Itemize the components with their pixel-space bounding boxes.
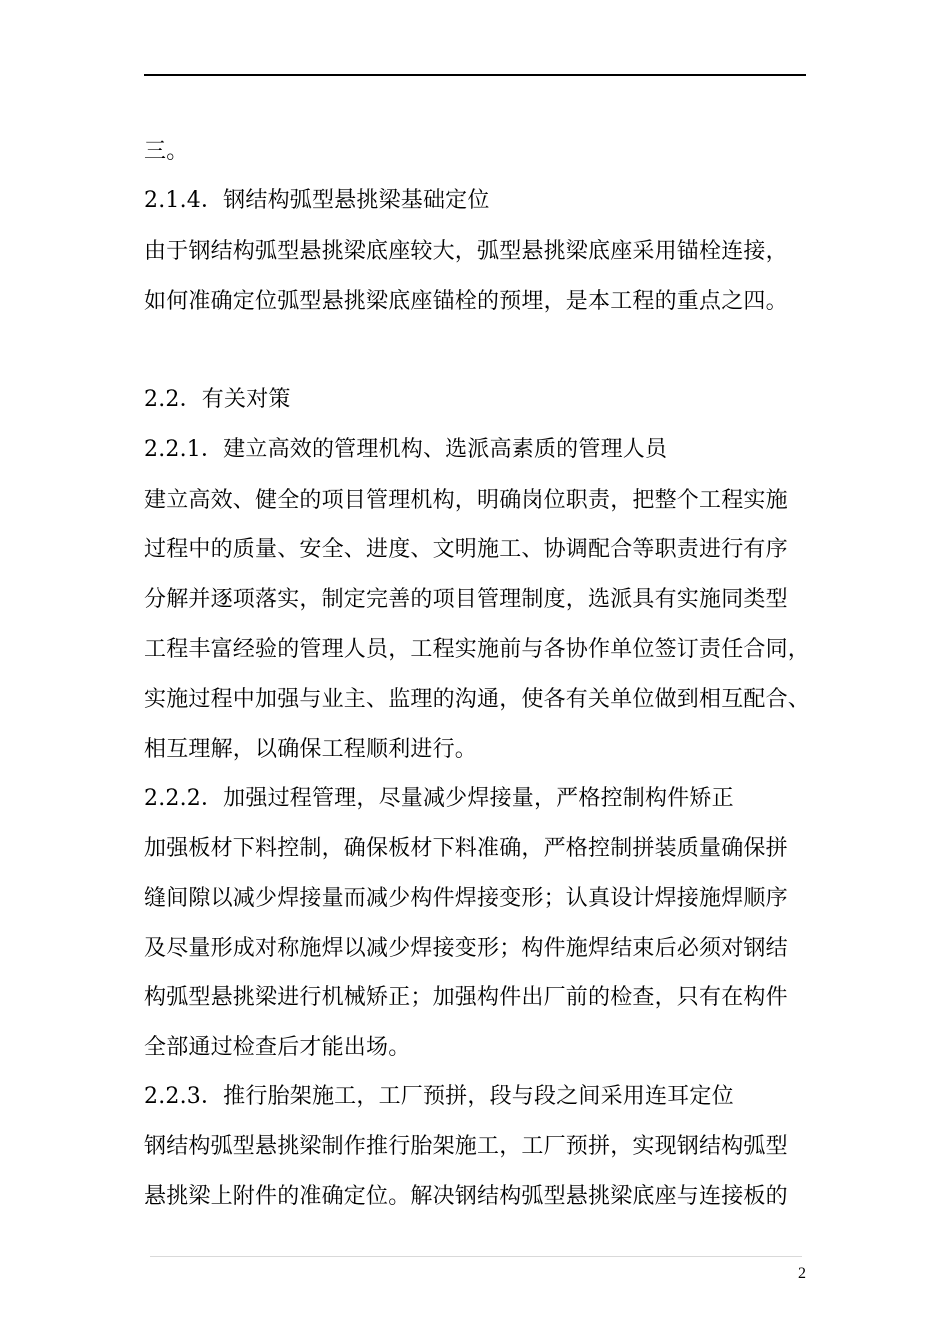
section-heading-2-2-2: 2.2.2．加强过程管理，尽量减少焊接量，严格控制构件矫正 <box>144 786 734 811</box>
page-number: 2 <box>798 1265 806 1282</box>
text-line: 及尽量形成对称施焊以减少焊接变形；构件施焊结束后必须对钢结 <box>144 936 788 961</box>
text-line: 实施过程中加强与业主、监理的沟通，使各有关单位做到相互配合、 <box>144 687 811 712</box>
section-heading-2-2: 2.2．有关对策 <box>144 387 291 412</box>
section-heading-2-2-3: 2.2.3．推行胎架施工，工厂预拼，段与段之间采用连耳定位 <box>144 1084 734 1109</box>
section-heading-2-2-1: 2.2.1．建立高效的管理机构、选派高素质的管理人员 <box>144 437 668 462</box>
text-line: 建立高效、健全的项目管理机构，明确岗位职责，把整个工程实施 <box>144 488 788 513</box>
text-line: 全部通过检查后才能出场。 <box>144 1035 411 1060</box>
text-line: 缝间隙以减少焊接量而减少构件焊接变形；认真设计焊接施焊顺序 <box>144 886 788 911</box>
text-line: 如何准确定位弧型悬挑梁底座锚栓的预埋，是本工程的重点之四。 <box>144 289 788 314</box>
text-line: 分解并逐项落实，制定完善的项目管理制度，选派具有实施同类型 <box>144 587 788 612</box>
text-line: 加强板材下料控制，确保板材下料准确，严格控制拼装质量确保拼 <box>144 836 788 861</box>
footer-rule <box>150 1256 802 1257</box>
text-line: 构弧型悬挑梁进行机械矫正；加强构件出厂前的检查，只有在构件 <box>144 985 788 1010</box>
text-line: 由于钢结构弧型悬挑梁底座较大，弧型悬挑梁底座采用锚栓连接， <box>144 239 788 264</box>
text-line: 相互理解，以确保工程顺利进行。 <box>144 737 478 762</box>
text-line: 钢结构弧型悬挑梁制作推行胎架施工，工厂预拼，实现钢结构弧型 <box>144 1134 788 1159</box>
text-line: 过程中的质量、安全、进度、文明施工、协调配合等职责进行有序 <box>144 537 788 562</box>
text-line: 工程丰富经验的管理人员，工程实施前与各协作单位签订责任合同， <box>144 637 811 662</box>
text-line: 悬挑梁上附件的准确定位。解决钢结构弧型悬挑梁底座与连接板的 <box>144 1184 788 1209</box>
header-rule <box>144 74 806 76</box>
section-heading-2-1-4: 2.1.4．钢结构弧型悬挑梁基础定位 <box>144 188 490 213</box>
text-line: 三。 <box>144 139 189 164</box>
